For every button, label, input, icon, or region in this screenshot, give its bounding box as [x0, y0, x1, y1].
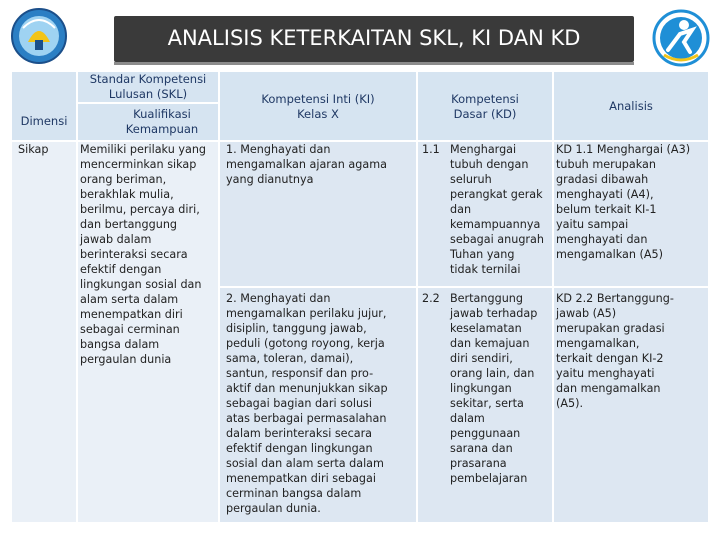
header-analisis-label: Analisis — [609, 99, 653, 113]
cell-analisis-2 — [554, 288, 708, 522]
header-dimensi-label: Dimensi — [20, 114, 68, 128]
ki-1-text: 1. Menghayati dan mengamalkan ajaran agama yang dianutnya — [226, 143, 387, 186]
dimensi-value: Sikap — [18, 143, 49, 156]
kd-2-number: 2.2 — [422, 292, 440, 305]
header-kualifikasi-label: Kualifikasi Kemampuan — [125, 107, 199, 136]
cell-dimensi — [12, 142, 76, 522]
page-title: ANALISIS KETERKAITAN SKL, KI DAN KD — [167, 26, 581, 50]
analisis-1-text: KD 1.1 Menghargai (A3) tubuh merupakan gradasi dibawah menghayati (A4), belum terkait KI-1 yaitu sampai menghayati dan mengamalkan (A5) — [556, 143, 691, 261]
tut-wuri-handayani-logo — [8, 6, 70, 66]
analisis-2-text: KD 2.2 Bertanggung- jawab (A5) merupakan gradasi mengamalkan, terkait dengan KI-2 yaitu menghayati dan mengamalkan (A5). — [556, 292, 674, 410]
ki-2-text: 2. Menghayati dan mengamalkan perilaku jujur, disiplin, tanggung jawab, peduli (gotong royong, kerja sama, toleran, damai), santun, responsif dan pro- aktif dan menunjukkan sikap sebagai bagian dari solusi atas berbagai permasalahan dalam berinteraksi secara efektif dengan lingkungan sosial dan alam serta dalam menempatkan diri sebagai cerminan bangsa dalam pergaulan dunia. — [226, 292, 388, 515]
header-skl — [78, 72, 218, 102]
kd-1-text: Menghargai tubuh dengan seluruh perangkat gerak dan kemampuannya sebagai anugrah Tuhan yang tidak ternilai — [450, 143, 544, 276]
cell-ki-1 — [220, 142, 416, 286]
cell-kualifikasi — [78, 142, 218, 522]
header-kualifikasi — [78, 104, 218, 140]
kd-1-number: 1.1 — [422, 143, 440, 156]
header-dimensi — [12, 72, 76, 140]
header-kd — [418, 72, 552, 140]
header-skl-label: Standar Kompetensi Lulusan (SKL) — [89, 72, 207, 101]
cell-kd-2 — [418, 288, 552, 522]
header-analisis — [554, 72, 708, 140]
cell-analisis-1 — [554, 142, 708, 286]
header-ki-label: Kompetensi Inti (KI) Kelas X — [261, 92, 375, 121]
cell-ki-2 — [220, 288, 416, 522]
kualifikasi-value: Memiliki perilaku yang mencerminkan sikap orang beriman, berakhlak mulia, berilmu, percaya diri, dan bertanggung jawab dalam berinteraksi secara efektif dengan lingkungan sosial dan alam serta dalam menempatkan diri sebagai cerminan bangsa dalam pergaulan dunia — [80, 143, 207, 366]
title-bar — [114, 16, 634, 62]
analysis-table — [12, 72, 708, 522]
kurikulum-2013-logo — [650, 8, 712, 68]
kd-2-text: Bertanggung jawab terhadap keselamatan dan kemajuan diri sendiri, orang lain, dan lingkungan sekitar, serta dalam penggunaan sarana dan prasarana pembelajaran — [450, 292, 538, 485]
cell-kd-1 — [418, 142, 552, 286]
header-ki — [220, 72, 416, 140]
header-kd-label: Kompetensi Dasar (KD) — [451, 92, 519, 121]
